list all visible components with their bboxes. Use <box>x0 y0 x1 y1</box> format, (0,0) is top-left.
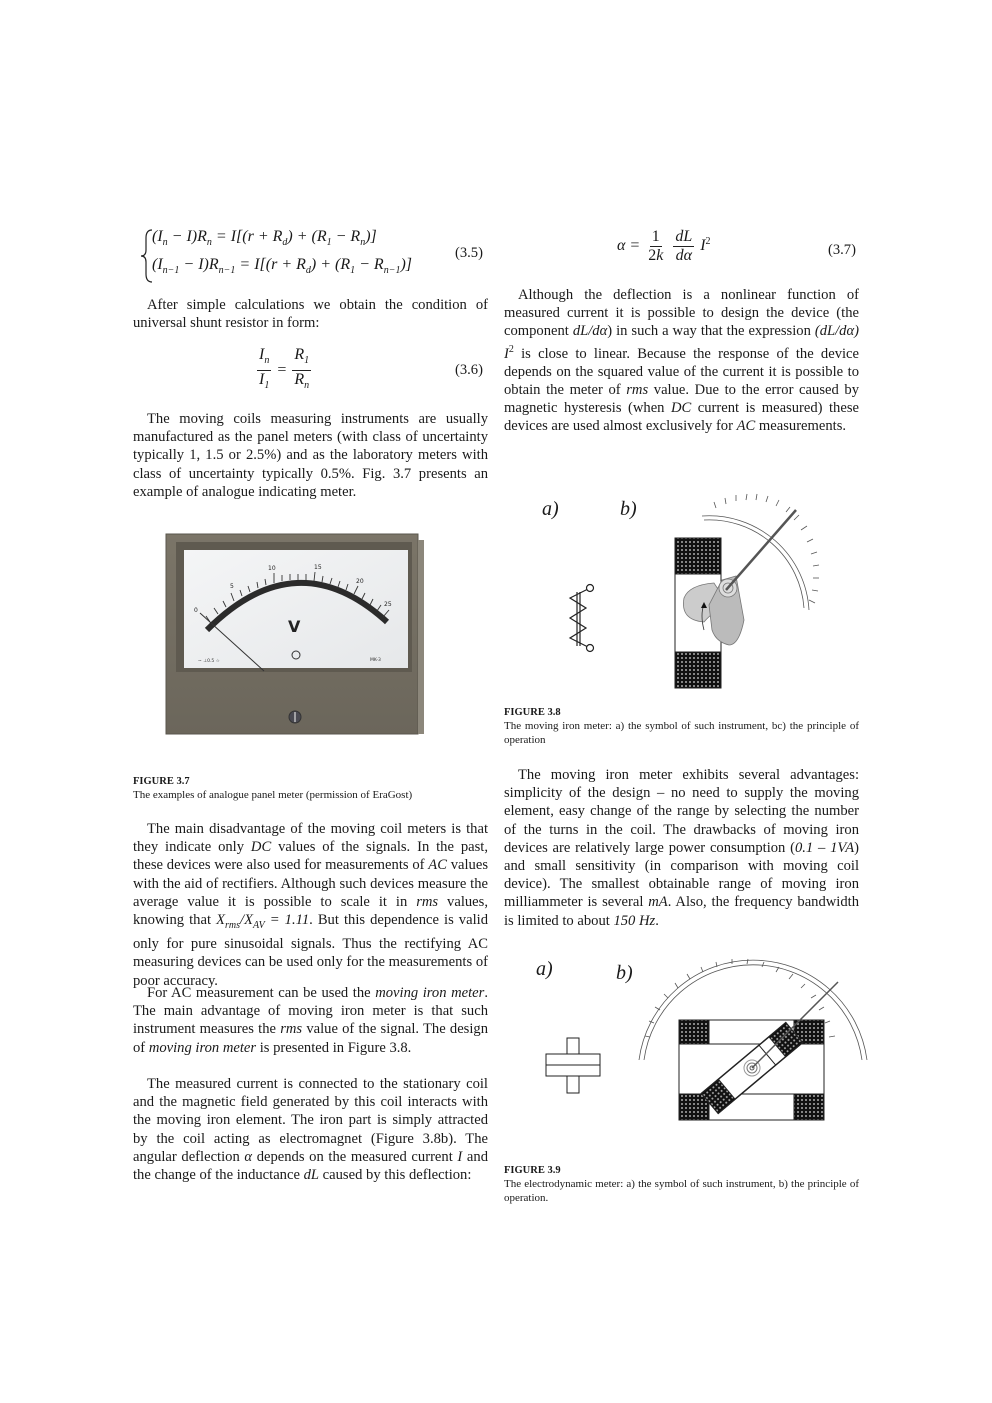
left-paragraph-4 <box>133 984 488 1057</box>
text-span: measurements. <box>755 418 847 435</box>
scale-label-20: 20 <box>356 578 364 585</box>
figure-caption-text: The electrodynamic meter: a) the symbol of such instrument, b) the principle of operation. <box>504 1178 859 1204</box>
figure-title: FIGURE 3.7 <box>133 776 190 787</box>
figure-3-7-panel-meter <box>162 530 440 740</box>
paragraph-text: The moving coils measuring instruments are usually manufactured as the panel meters (with class of uncertainty typically 1, 1.5 or 2.5%) and as the laboratory meters with class of uncertainty typically 0.5%. Fig. 3.7 presents an example of analogue indicating meter. <box>133 411 488 500</box>
equation-3-5-line2: $(I_{n-1} - I)R_{n-1} = I[(r + R_d) + (R_1 - R_{n-1})]$ <box>152 256 413 277</box>
equation-3-5 <box>140 226 490 286</box>
scale-label-15: 15 <box>314 564 322 571</box>
text-span: 2 <box>508 343 514 355</box>
text-span: current is measured) these devices are used almost exclusively for <box>504 400 859 435</box>
text-span: dL/dα <box>572 323 608 340</box>
text-span: DC <box>250 839 272 856</box>
text-span: depends on the measured current <box>252 1148 458 1165</box>
text-span: AC <box>736 418 756 435</box>
text-span: is close to linear. Because the response of the device depends on the squared value of the current it is possible to obtain the meter of <box>504 345 859 398</box>
moving-iron-symbol-icon <box>570 585 594 652</box>
text-span: (dL/dα) I <box>504 323 859 362</box>
text-span: rms <box>626 381 649 398</box>
text-span: and the change of the inductance <box>133 1148 488 1184</box>
text-span: . But this dependence is valid only for pure sinusoidal signals. Thus the rectifying AC measuring devices can be used only for the measurements of poor accuracy. <box>133 912 488 989</box>
figure-3-8-moving-iron <box>504 480 870 695</box>
electrodynamic-diagram <box>504 950 870 1130</box>
text-span: α <box>244 1148 253 1165</box>
figure-title: FIGURE 3.8 <box>504 707 561 718</box>
text-span: dα <box>675 247 692 264</box>
figure-3-8-caption <box>504 706 859 747</box>
equation-3-7: α = $\frac{1}{2k}$ $\frac{dL}{d\alpha}$ $I^2$ <box>617 228 711 264</box>
text-span: . The main advantage of moving iron meter is that such instrument measures the <box>133 985 488 1038</box>
figure-caption-text: The moving iron meter: a) the symbol of such instrument, bc) the principle of operation <box>504 720 859 746</box>
subfigure-label-a: a) <box>542 498 559 520</box>
scale-label-25: 25 <box>384 601 392 608</box>
unit-label: V <box>288 617 301 636</box>
figure-3-7-caption <box>133 775 488 802</box>
figure-3-9-caption <box>504 1164 859 1205</box>
scale-label-10: 10 <box>268 565 276 572</box>
left-paragraph-2 <box>133 410 488 501</box>
text-span: moving iron meter <box>148 1039 257 1056</box>
text-span: 1 <box>651 228 660 245</box>
text-span: I <box>457 1148 463 1165</box>
text-span: dL <box>675 228 693 245</box>
right-paragraph-1 <box>504 286 859 435</box>
equation-3-5-line1: $(I_n - I)R_n = I[(r + R_d) + (R_1 - R_n)]$ <box>152 228 377 249</box>
fraction-r1-rn: $\frac{R_1}{R_n}$ <box>294 346 310 392</box>
panel-meter-illustration <box>162 530 440 740</box>
text-span: α = <box>617 237 641 255</box>
text-span: 150 Hz <box>613 912 656 929</box>
text-span: value of the signal. The design of <box>133 1021 489 1056</box>
figure-caption-text: The examples of analogue panel meter (permission of EraGost) <box>133 789 413 801</box>
left-paragraph-1 <box>133 296 488 332</box>
text-span: The main disadvantage of the moving coil meters is that they indicate only <box>133 821 488 856</box>
figure-title: FIGURE 3.9 <box>504 1165 561 1176</box>
electrodynamic-symbol-icon <box>546 1038 600 1093</box>
scale-label-0: 0 <box>194 607 198 614</box>
text-span: The moving iron meter exhibits several advantages: simplicity of the design – no need to supply the moving element, easy change of the range by selecting the number of the turns in the coil. The drawbacks of moving iron devices are relatively large power consumption ( <box>504 767 859 856</box>
subfigure-label-b: b) <box>616 962 633 984</box>
text-span: values, knowing that <box>133 893 488 929</box>
left-paragraph-3: The main disadvantage of the moving coil meters is that they indicate only DC values of the signals. In the past, these devices were also used for measurements of AC values with the aid of rectifiers. Although such devices measure the average value it is possible to scale it in rms values, knowing that $X_{rms}/X_{AV} = 1.11$. But this dependence is valid only for pure sinusoidal signals. Thus the rectifying AC measuring devices can be used only for the measurements of poor accuracy. <box>133 821 489 989</box>
text-span: rms <box>416 893 439 910</box>
text-span: caused by this deflection: <box>319 1167 472 1184</box>
text-span: 0.1 – 1VA <box>794 839 855 856</box>
text-span: . Also, the frequency bandwidth is limited to about <box>504 894 860 929</box>
right-paragraph-2 <box>504 766 859 930</box>
subfigure-label-b: b) <box>620 498 637 520</box>
fraction-in-i1: $\frac{I_n}{I_1}$ <box>259 346 270 392</box>
text-span: mA <box>648 894 668 911</box>
text-span: values of the signals. In the past, these devices were also used for measurements of <box>133 839 488 874</box>
equation-number-3-7: (3.7) <box>828 242 856 258</box>
text-span: ) in such a way that the expression <box>607 323 815 340</box>
text-span: I <box>700 237 706 255</box>
equation-3-6: $\frac{I_n}{I_1}$ = $\frac{R_1}{R_n}$ <box>255 346 313 395</box>
model-label: MK-3 <box>370 658 381 663</box>
text-span: DC <box>670 400 692 417</box>
text-span: is presented in Figure 3.8. <box>256 1039 412 1056</box>
text-span: . <box>655 912 659 929</box>
text-span: moving iron meter <box>375 985 485 1001</box>
scale-label-5: 5 <box>230 583 234 590</box>
figure-3-9-electrodynamic <box>504 950 870 1130</box>
text-span: For AC measurement can be used the <box>147 985 376 1001</box>
equation-number-3-5: (3.5) <box>455 245 483 261</box>
text-span: AC <box>428 857 447 874</box>
svg-text:~ ⊥0.5 ☆: ~ ⊥0.5 ☆ <box>198 659 220 664</box>
text-span: The measured current is connected to the stationary coil and the magnetic field generated by this coil interacts with the moving iron element. The iron part is simply attracted by the coil acting as electromagnet (Figure 3.8b). The angular deflection <box>133 1076 488 1165</box>
paragraph-text: After simple calculations we obtain the condition of universal shunt resistor in form: <box>133 297 488 332</box>
text-span: 2 <box>705 235 711 247</box>
text-span: dL <box>303 1167 320 1184</box>
left-paragraph-5 <box>133 1075 488 1184</box>
text-span: values with the aid of rectifiers. Although such devices measure the average value it is possible to scale it in <box>133 857 489 910</box>
text-span: ) and small sensitivity (in comparison with moving coil device). The smallest obtainable range of moving iron milliammeter is several <box>504 839 859 911</box>
text-span: value. Due to the error caused by magnetic hysteresis (when <box>504 381 859 417</box>
text-span: rms <box>280 1021 303 1038</box>
equation-number-3-6: (3.6) <box>455 362 483 378</box>
moving-iron-diagram <box>504 480 870 695</box>
subfigure-label-a: a) <box>536 958 553 980</box>
text-span: Although the deflection is a nonlinear function of measured current it is possible to design the device (the component <box>504 287 859 340</box>
